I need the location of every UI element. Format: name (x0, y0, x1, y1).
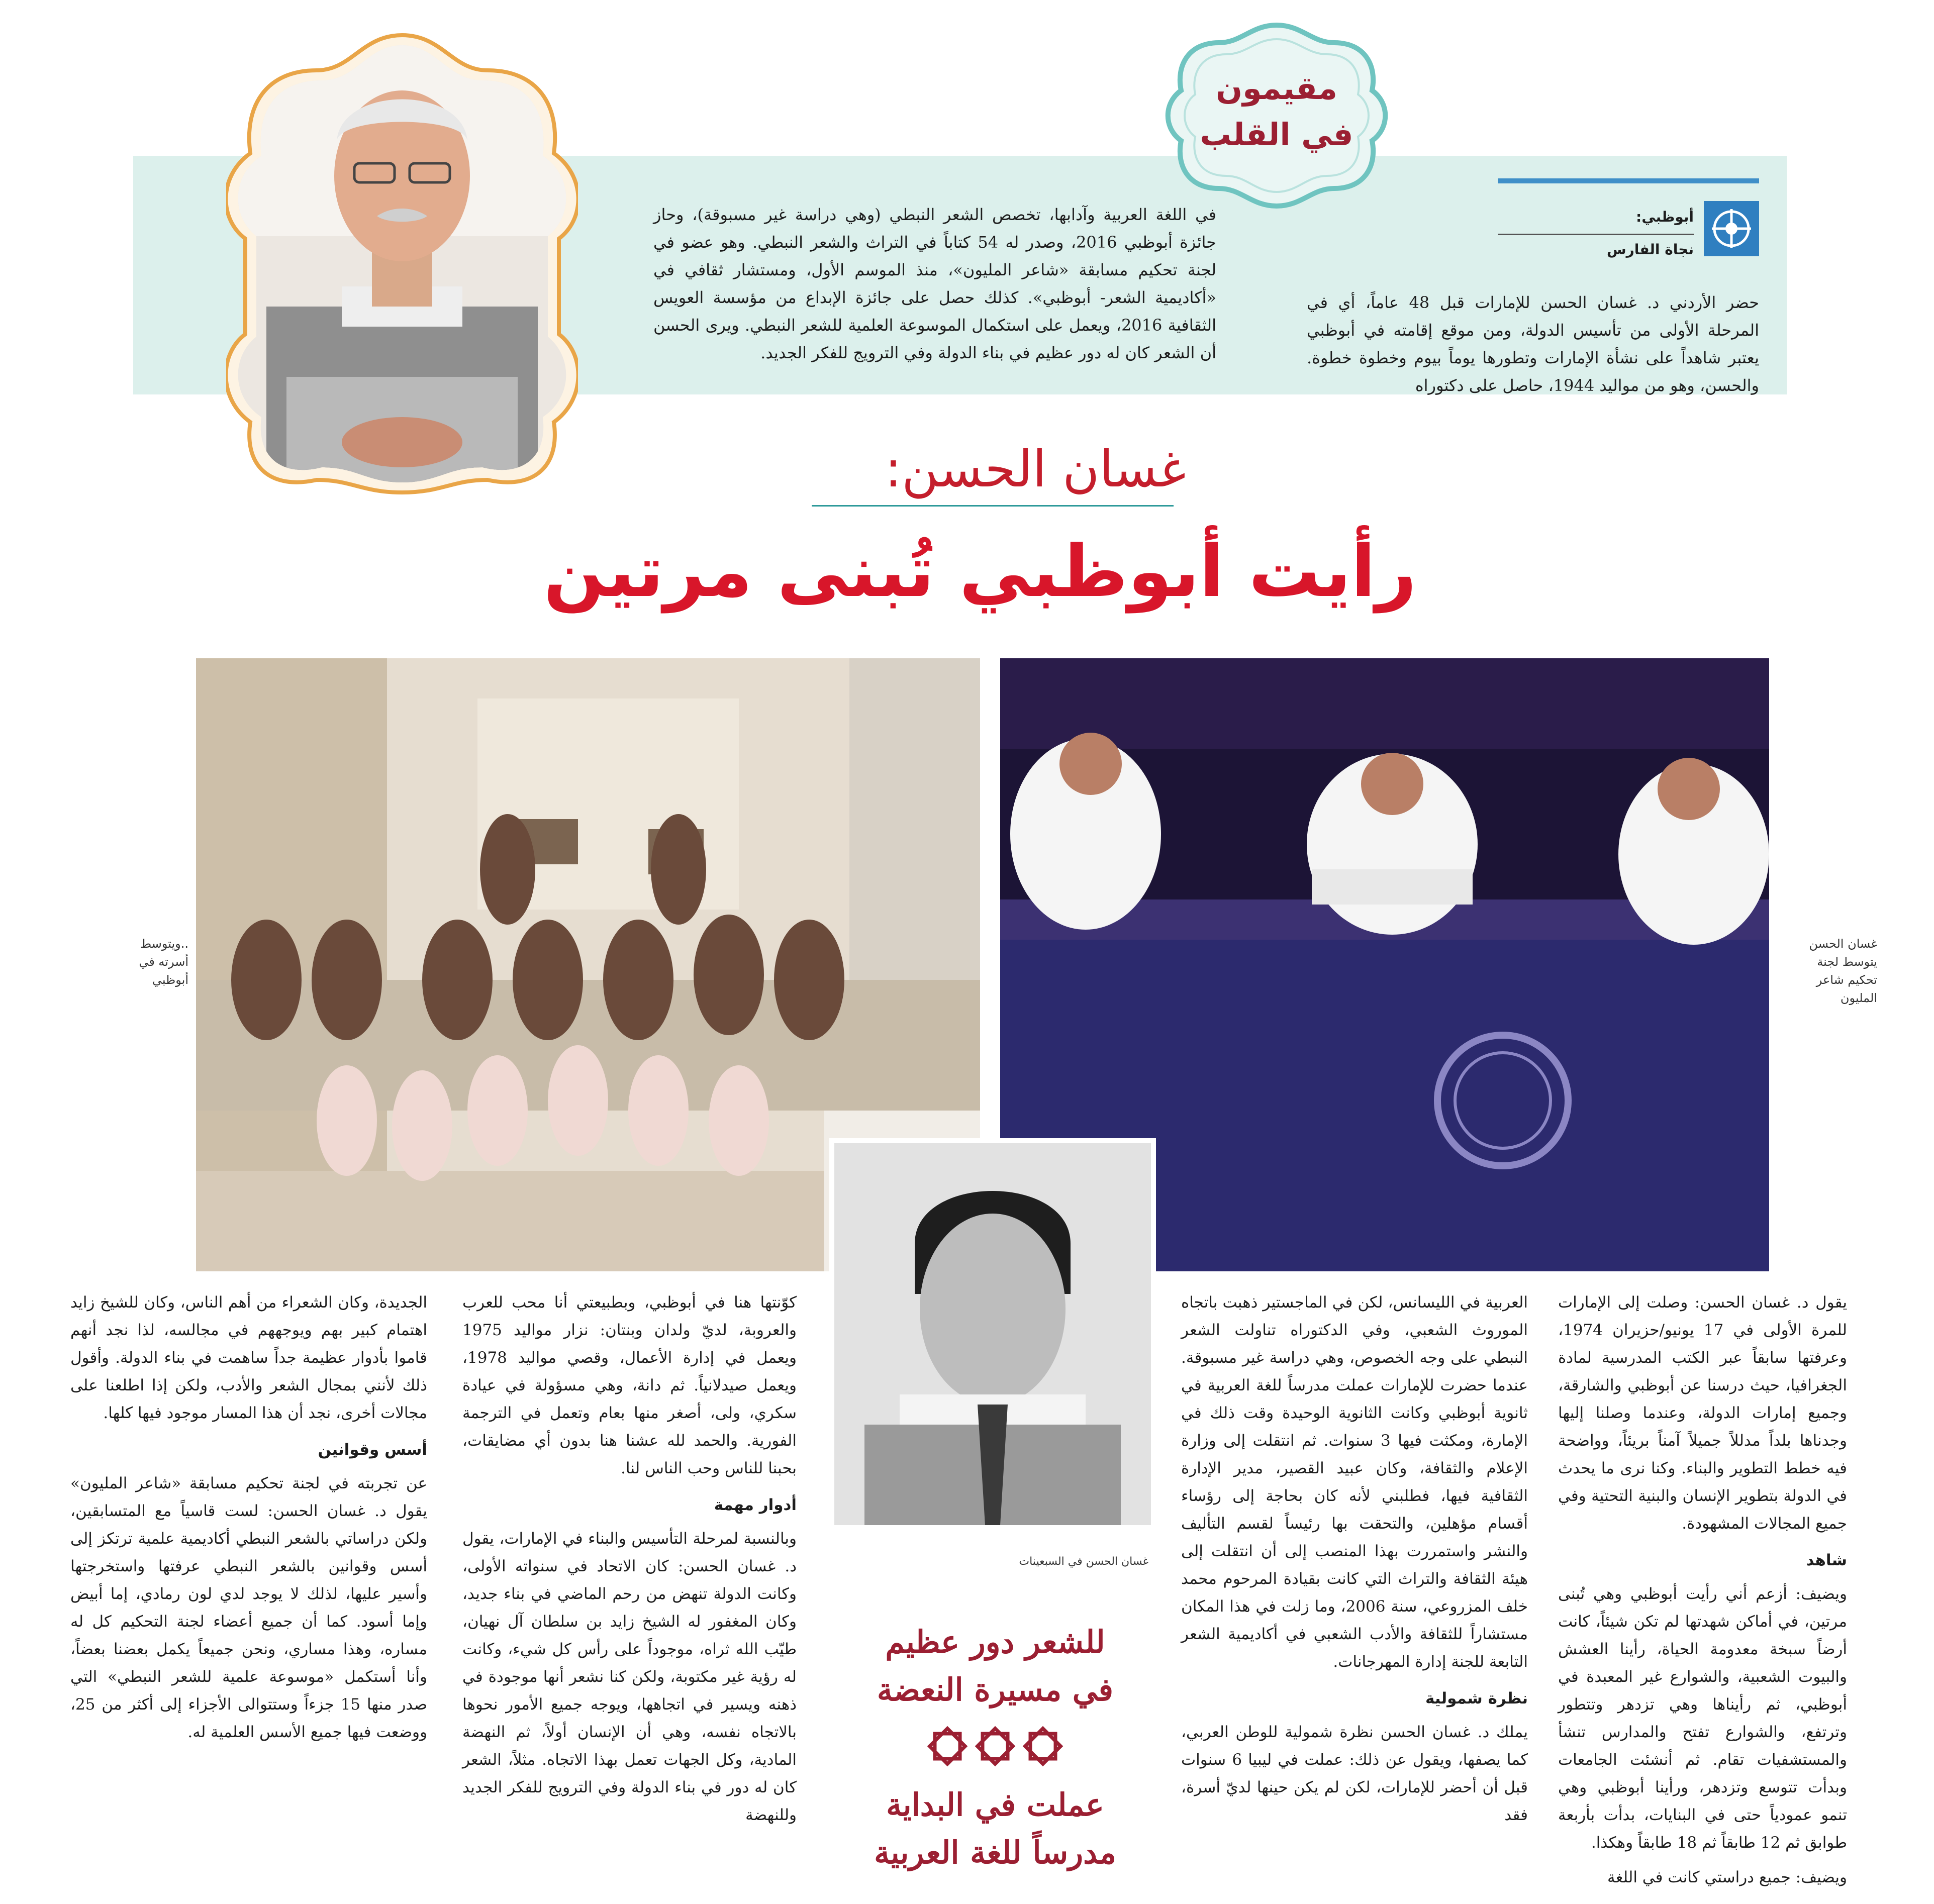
paragraph: يقول د. غسان الحسن: وصلت إلى الإمارات للمرة الأولى في 17 يونيو/حزيران 1974، وعرفتها سابقاً عبر الكتب المدرسية لمادة الجغرافيا، حيث درسنا عن أبوظبي والشارقة، وجميع إمارات الدولة، وعندما وصلنا إليها وجدناها بلداً مدللاً جميلاً آمناً بريئاً، وواضحة فيه خطط التطوير والبناء. وكنا نرى ما يحدث في الدولة بتطوير الإنسان والبنية التحتية وفي جميع المجالات المشهودة. (1558, 1293, 1847, 1533)
intro-text-middle: في اللغة العربية وآدابها، تخصص الشعر النبطي (وهي دراسة غير مسبوقة)، وحاز جائزة أبوظبي 2016، وصدر له 54 كتاباً في التراث والشعر النبطي. وهو عضو في لجنة تحكيم مسابقة «شاعر المليون»، منذ الموسم الأول، ومستشار ثقافي في «أكاديمية الشعر- أبوظبي». كذلك حصل على جائزة الإبداع من مؤسسة العويس الثقافية 2016، ويعمل على استكمال الموسوعة العلمية للشعر النبطي. ويرى الحسن أن الشعر كان له دور عظيم في بناء الدولة وفي الترويج للفكر الجديد. (653, 205, 1217, 362)
subheading: نظرة شمولية (1425, 1689, 1528, 1708)
paragraph: وبالنسبة لمرحلة التأسيس والبناء في الإمارات، يقول د. غسان الحسن: كان الاتحاد في سنواته الأولى، وكانت الدولة تنهض من رحم الماضي في بناء جديد، وكان المغفور له الشيخ زايد بن سلطان آل نهيان، طيّب الله ثراه، موجوداً على رأس كل شيء، وكانت له رؤية غير مكتوبة، ولكن كنا نشعر أنها موجودة في ذهنه ويسير في اتجاهها، ويوجه جميع الأمور نحوها بالاتجاه نفسه، وهي أن الإنسان أولاً، ثم النهضة المادية، وكل الجهات تعمل بهذا الاتجاه. مثلاً، الشعر كان له دور في بناء الدولة وفي الترويج للفكر الجديد وللنهضة (462, 1530, 797, 1824)
young-portrait-photo (829, 1138, 1156, 1530)
caption-line: تحكيم شاعر (1816, 973, 1877, 987)
caption-line: أبوظبي (152, 973, 188, 987)
badge-line-2: في القلب (1200, 116, 1353, 153)
family-photo-caption (108, 935, 188, 989)
subheading: أدوار مهمة (714, 1496, 797, 1514)
caption-line: ..ويتوسط (140, 937, 188, 951)
article-column-2 (1181, 1289, 1528, 1836)
article-column-4 (70, 1289, 427, 1753)
paragraph: ويضيف: أزعم أني رأيت أبوظبي وهي تُبنى مرتين، في أماكن شهدتها لم تكن شيئاً، كانت أرضاً سبخة معدومة الحياة، رأينا العشش والبيوت الشعبية، والشوارع غير المعبدة في أبوظبي، ثم رأيناها وهي تزدهر وتتطور وترتفع، والشوارع تفتح والمدارس تنشأ والمستشفيات تقام. ثم أنشئت الجامعات وبدأت تتوسع وتزدهر، ورأينا أبوظبي وهي تنمو عمودياً حتى في البنايات، بدأت بأربعة طوابق ثم 12 طابقاً ثم 18 طابقاً وهكذا. (1558, 1585, 1847, 1852)
pull-quote-line: في مسيرة النعضة (877, 1671, 1114, 1708)
article-column-3 (462, 1289, 797, 1836)
subheading: أسس وقوانين (318, 1441, 427, 1459)
jury-photo-caption (1789, 935, 1877, 1007)
pull-quote-second (829, 1781, 1161, 1876)
caption-line: يتوسط لجنة (1817, 955, 1877, 969)
subheading: شاهد (1806, 1551, 1847, 1569)
byline-accent-line (1498, 178, 1759, 183)
section-badge-title (1171, 65, 1382, 158)
pull-quote (829, 1618, 1161, 1876)
star-ornament-icon (920, 1724, 1071, 1769)
byline-author: نجاة الفارس (1606, 241, 1694, 258)
caption-line: غسان الحسن (1809, 937, 1877, 951)
pull-quote-line: عملت في البداية (886, 1786, 1104, 1823)
badge-line-1: مقيمون (1216, 70, 1337, 107)
headline-kicker: غسان الحسن: (885, 440, 1186, 498)
pull-quote-line: مدرساً للغة العربية (874, 1834, 1116, 1871)
pull-quote-first (829, 1618, 1161, 1714)
headline-rule (812, 505, 1174, 507)
caption-line: المليون (1840, 991, 1877, 1005)
paragraph: عن تجربته في لجنة تحكيم مسابقة «شاعر المليون» يقول د. غسان الحسن: لست قاسياً مع المتسابقين، ولكن دراساتي بالشعر النبطي أكاديمية علمية ترتكز إلى أسس وقوانين بالشعر النبطي عرفتها واستخرجتها وأسير عليها، لذلك لا يوجد لدي لون رمادي، إما أبيض وإما أسود. كما أن جميع أعضاء لجنة التحكيم كل له مساره، وهذا مساري، ونحن جميعاً يكمل بعضنا بعضاً، وأنا أستكمل «موسوعة علمية للشعر النبطي» التي صدر منها 15 جزءاً وستتوالى الأجزاء إلى أكثر من 25، ووضعت فيها جميع الأسس العلمية له. (70, 1474, 427, 1741)
pull-quote-line: للشعر دور عظيم (885, 1624, 1105, 1660)
paragraph: كوّنتها هنا في أبوظبي، وبطبيعتي أنا محب للعرب والعروبة، لديّ ولدان وبنتان: نزار مواليد 1975 ويعمل في إدارة الأعمال، وقصي مواليد 1978، ويعمل صيدلانياً. ثم دانة، وهي مسؤولة في عيادة سكري، ولى، أصغر منها بعام وتعمل في الترجمة الفورية. والحمد لله عشنا هنا بدون أي مضايقات، بحبنا للناس وحب الناس لنا. (462, 1293, 797, 1477)
article-column-1 (1558, 1289, 1847, 1898)
paragraph: ويضيف: جميع دراستي كانت في اللغة (1607, 1868, 1847, 1886)
byline-place: أبوظبي: (1636, 209, 1694, 225)
young-photo-caption: غسان الحسن في السبعينات (1019, 1555, 1148, 1568)
paragraph: يملك د. غسان الحسن نظرة شمولية للوطن العربي، كما يصفها، ويقول عن ذلك: عملت في ليبيا 6 سنوات قبل أن أحضر للإمارات، لكن لم يكن حينها لديّ أسرة، فقد (1181, 1723, 1528, 1824)
newspaper-logo-icon (1704, 201, 1759, 256)
headline-title: رأيت أبوظبي تُبنى مرتين (543, 530, 1417, 613)
paragraph: الجديدة، وكان الشعراء من أهم الناس، وكان للشيخ زايد اهتمام كبير بهم ويوجههم في مجالسه، لذا نجد أنهم قاموا بأدوار عظيمة جداً ساهمت في بناء الدولة. وأقول ذلك لأنني بمجال الشعر والأدب، ولكن إذا اطلعنا على مجالات أخرى، نجد أن هذا المسار موجود فيها كلها. (70, 1293, 427, 1422)
intro-text-right: حضر الأردني د. غسان الحسن للإمارات قبل 48 عاماً، أي في المرحلة الأولى من تأسيس الدولة، ومن موقع إقامته في أبوظبي يعتبر شاهداً على نشأة الإمارات وتطورها يوماً بيوم وخطوة خطوة. والحسن، وهو من مواليد 1944، حاصل على دكتوراه (1307, 293, 1760, 395)
caption-line: أسرته في (139, 955, 188, 969)
portrait-photo (226, 25, 578, 497)
byline-rule (1498, 234, 1694, 235)
paragraph: العربية في الليسانس، لكن في الماجستير ذهبت باتجاه الموروث الشعبي، وفي الدكتوراه تناولت الشعر النبطي على وجه الخصوص، وهي دراسة غير مسبوقة. عندما حضرت للإمارات عملت مدرساً للغة العربية في ثانوية أبوظبي وكانت الثانوية الوحيدة وقت ذلك في الإمارة، ومكثت فيها 3 سنوات. ثم انتقلت إلى وزارة الإعلام والثقافة، وكان عبيد القصير، مدير الإدارة الثقافية فيها، فطلبني لأنه كان بحاجة إلى رؤساء أقسام مؤهلين، والتحقت بها رئيساً لقسم التأليف والنشر واستمررت بهذا المنصب إلى أن انتقلت إلى هيئة الثقافة والتراث التي كانت بقيادة المرحوم محمد خلف المزروعي، سنة 2006، وما زلت في هذا المكان مستشاراً للثقافة والأدب الشعبي في أكاديمية الشعر التابعة للجنة إدارة المهرجانات. (1181, 1293, 1528, 1671)
